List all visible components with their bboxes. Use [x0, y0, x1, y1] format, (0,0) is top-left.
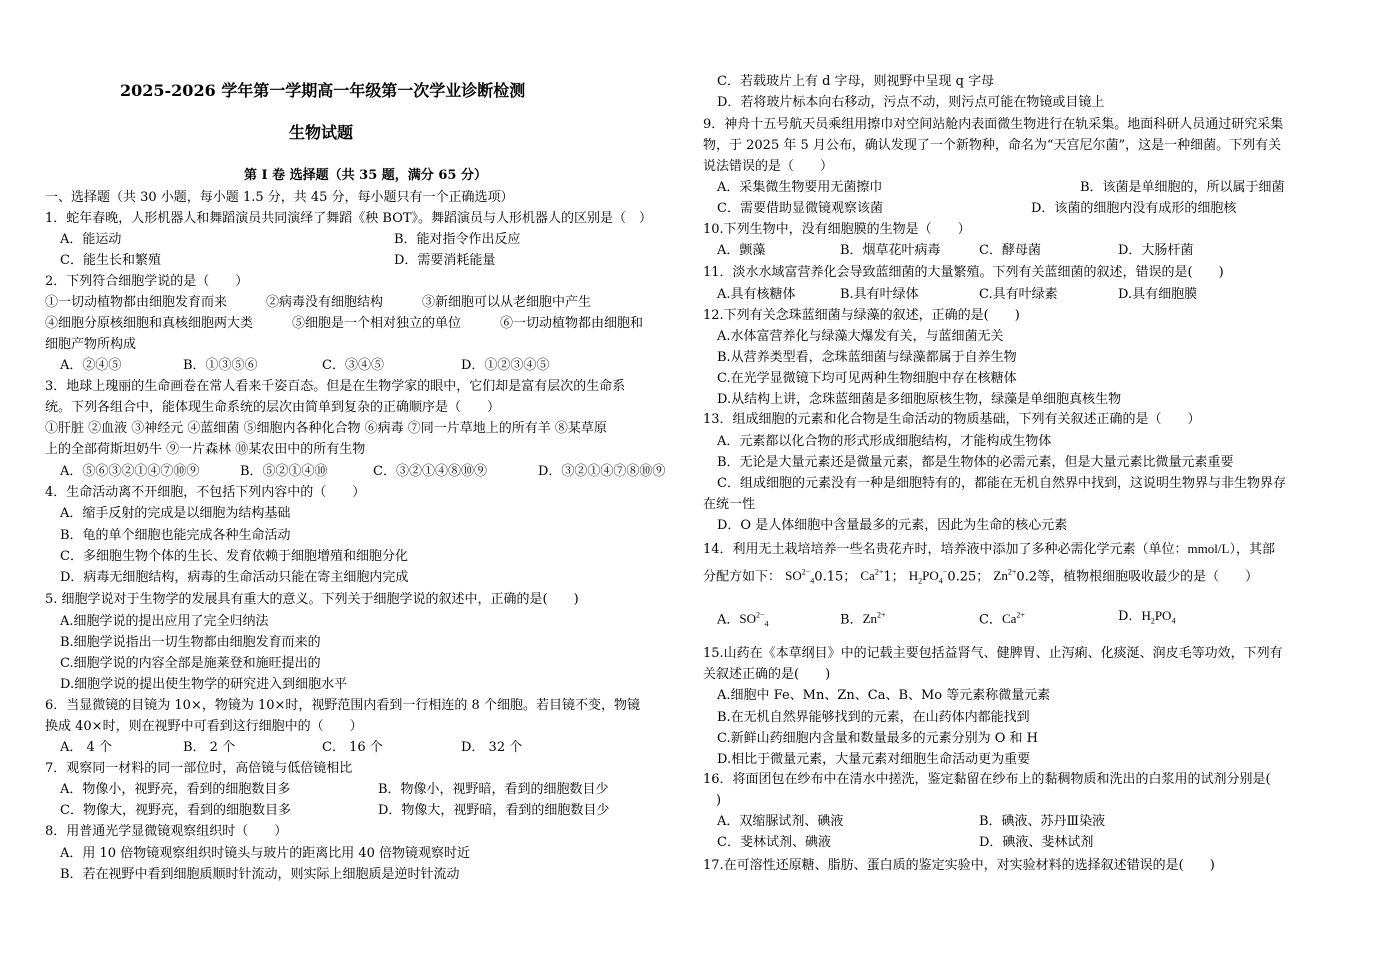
question-13-stem: 13．组成细胞的元素和化合物是生命活动的物质基础，下列有关叙述正确的是（ ）: [703, 412, 1201, 427]
question-9-option-d: D．该菌的细胞内没有成形的细胞核: [1031, 201, 1237, 216]
question-4-stem: 4．生命活动离不开细胞，不包括下列内容中的（ ）: [45, 485, 366, 500]
question-15-stem-2: 关叙述正确的是( ): [703, 667, 831, 682]
question-9-option-a: A．采集微生物要用无菌擦巾: [717, 180, 883, 195]
question-12-stem: 12.下列有关念珠蓝细菌与绿藻的叙述，正确的是( ): [703, 308, 1020, 323]
question-8-option-a: A．用 10 倍物镜观察组织时镜头与玻片的距离比用 40 倍物镜观察时近: [60, 846, 471, 861]
question-9-option-c: C．需要借助显微镜观察该菌: [717, 201, 883, 216]
question-3-line-1: ①肝脏 ②血液 ③神经元 ④蓝细菌 ⑤细胞内各种化合物 ⑥病毒 ⑦同一片草地上的所有羊 ⑧某草原: [45, 421, 607, 436]
question-13-option-b: B．无论是大量元素还是微量元素，都是生物体的必需元素，但是大量元素比微量元素重要: [717, 455, 1234, 470]
question-10-option-a: A．颤藻: [717, 243, 766, 258]
question-1-stem: 1．蛇年春晚，人形机器人和舞蹈演员共同演绎了舞蹈《秧 BOT》。舞蹈演员与人形机器人的区别是（ ）: [45, 211, 653, 226]
question-5-stem: 5. 细胞学说对于生物学的发展具有重大的意义。下列关于细胞学说的叙述中，正确的是( ): [45, 592, 579, 607]
question-4-option-b: B．龟的单个细胞也能完成各种生命活动: [60, 528, 291, 543]
question-13-option-c-2: 在统一性: [703, 497, 756, 512]
question-14-stem-1: 14．利用无土栽培培养一些名贵花卉时，培养液中添加了多种必需化学元素（单位：mmol/L），其部: [703, 541, 1275, 557]
question-7-option-d: D．物像大，视野暗，看到的细胞数目少: [378, 803, 610, 818]
question-2-option-d: D．①②③④⑤: [461, 358, 550, 373]
question-2-stem: 2．下列符合细胞学说的是（ ）: [45, 274, 249, 289]
question-6-option-c: C． 16 个: [322, 740, 383, 755]
question-13-option-a: A．元素都以化合物的形式形成细胞结构，才能构成生物体: [717, 434, 1052, 449]
question-9-stem-1: 9．神舟十五号航天员乘组用擦巾对空间站舱内表面微生物进行在轨采集。地面科研人员通过研究采集: [703, 117, 1284, 132]
question-10-option-c: C．酵母菌: [979, 243, 1041, 258]
question-2-option-b: B．①③⑤⑥: [183, 358, 258, 373]
question-10-option-d: D．大肠杆菌: [1118, 243, 1194, 258]
question-15-option-d: D.相比于微量元素，大量元素对细胞生命活动更为重要: [717, 752, 1031, 767]
question-6-stem-2: 换成 40×时，则在视野中可看到这行细胞中的（ ）: [45, 719, 363, 734]
question-12-option-a: A.水体富营养化与绿藻大爆发有关，与蓝细菌无关: [717, 329, 1004, 344]
question-6-stem-1: 6．当显微镜的目镜为 10×，物镜为 10×时，视野范围内看到一行相连的 8 个细胞。若目镜不变，物镜: [45, 698, 640, 713]
question-5-option-a: A.细胞学说的提出应用了完全归纳法: [60, 614, 269, 629]
question-4-option-d: D．病毒无细胞结构，病毒的生命活动只能在寄主细胞内完成: [60, 570, 409, 585]
question-10-option-b: B．烟草花叶病毒: [840, 243, 941, 258]
question-15-stem-1: 15.山药在《本草纲目》中的记载主要包括益肾气、健脾胃、止泻痢、化痰涎、润皮毛等功效，下列有: [703, 646, 1283, 661]
question-11-option-a: A.具有核糖体: [717, 287, 796, 302]
question-3-option-a: A．⑤⑥③②①④⑦⑩⑨: [60, 464, 200, 479]
question-4-option-a: A．缩手反射的完成是以细胞为结构基础: [60, 506, 291, 521]
question-12-option-b: B.从营养类型看，念珠蓝细菌与绿藻都属于自养生物: [717, 350, 1017, 365]
question-11-option-b: B.具有叶绿体: [840, 287, 919, 302]
question-14-option-b: B．$Zn^{2+}$: [840, 611, 886, 628]
question-4-option-c: C．多细胞生物个体的生长、发育依赖于细胞增殖和细胞分化: [60, 549, 408, 564]
question-14-stem-2: 分配方如下： $SO^{2-}_40.15$； $Ca^{2+}1$； $H_2PO_4^-0.25$； $Zn^{2+}0.2$等，植物根细胞吸收最少的是（ ）: [703, 568, 1259, 586]
question-1-option-c: C．能生长和繁殖: [60, 253, 161, 268]
question-8-option-b: B．若在视野中看到细胞质顺时针流动，则实际上细胞质是逆时针流动: [60, 867, 460, 882]
question-2-option-a: A．②④⑤: [60, 358, 122, 373]
question-11-option-c: C.具有叶绿素: [979, 287, 1058, 302]
question-3-line-2: 上的全部荷斯坦奶牛 ⑨一片森林 ⑩某农田中的所有生物: [45, 442, 366, 457]
question-1-option-d: D．需要消耗能量: [394, 253, 496, 268]
question-1-option-a: A．能运动: [60, 232, 122, 247]
question-2-line-3: 细胞产物所构成: [45, 337, 137, 352]
question-14-option-a: A．$SO^{2-}_4$: [717, 611, 769, 629]
question-3-stem-2: 统。下列各组合中，能体现生命系统的层次由简单到复杂的正确顺序是（ ）: [45, 400, 501, 415]
question-3-option-c: C．③②①④⑧⑩⑨: [373, 464, 487, 479]
question-3-stem-1: 3．地球上瑰丽的生命画卷在常人看来千姿百态。但是在生物学家的眼中，它们却是富有层次的生命系: [45, 379, 626, 394]
question-13-option-c-1: C．组成细胞的元素没有一种是细胞特有的，都能在无机自然界中找到，这说明生物界与非生物界存: [717, 476, 1286, 491]
question-6-option-b: B． 2 个: [183, 740, 236, 755]
question-3-option-d: D．③②①④⑦⑧⑩⑨: [538, 464, 666, 479]
question-12-option-c: C.在光学显微镜下均可见两种生物细胞中存在核糖体: [717, 371, 1017, 386]
question-12-option-d: D.从结构上讲，念珠蓝细菌是多细胞原核生物，绿藻是单细胞真核生物: [717, 392, 1122, 407]
question-14-option-d: D．$H_2PO_4$: [1118, 608, 1176, 626]
question-6-option-a: A． 4 个: [60, 740, 112, 755]
question-16-stem-1: 16．将面团包在纱布中在清水中搓洗，鉴定黏留在纱布上的黏稠物质和洗出的白浆用的试剂分别是(: [703, 772, 1271, 787]
question-3-option-b: B．⑤②①④⑩: [240, 464, 328, 479]
question-13-option-d: D．O 是人体细胞中含量最多的元素，因此为生命的核心元素: [717, 518, 1068, 533]
subject-title: 生物试题: [289, 123, 354, 142]
question-17-stem: 17.在可溶性还原糖、脂肪、蛋白质的鉴定实验中，对实验材料的选择叙述错误的是( ): [703, 858, 1215, 873]
question-5-option-c: C.细胞学说的内容全部是施莱登和施旺提出的: [60, 656, 321, 671]
question-7-option-b: B．物像小，视野暗，看到的细胞数目少: [378, 782, 609, 797]
question-6-option-d: D． 32 个: [461, 740, 523, 755]
question-15-option-a: A.细胞中 Fe、Mn、Zn、Ca、B、Mo 等元素称微量元素: [717, 688, 1051, 703]
section-heading: 第 Ⅰ 卷 选择题（共 35 题，满分 65 分）: [244, 168, 487, 183]
question-9-stem-3: 说法错误的是（ ）: [703, 159, 834, 174]
question-16-option-b: B．碘液、苏丹Ⅲ染液: [979, 814, 1106, 829]
question-15-option-c: C.新鲜山药细胞内含量和数量最多的元素分别为 O 和 H: [717, 731, 1039, 746]
question-7-option-c: C．物像大，视野亮，看到的细胞数目多: [60, 803, 291, 818]
question-10-stem: 10.下列生物中，没有细胞膜的生物是（ ）: [703, 222, 971, 237]
question-16-option-c: C．斐林试剂、碘液: [717, 835, 831, 850]
question-2-line-1: ①一切动植物都由细胞发育而来 ②病毒没有细胞结构 ③新细胞可以从老细胞中产生: [45, 295, 592, 310]
question-15-option-b: B.在无机自然界能够找到的元素，在山药体内都能找到: [717, 710, 1030, 725]
question-8-option-c: C．若载玻片上有 d 字母，则视野中呈现 q 字母: [717, 74, 995, 89]
question-11-option-d: D.具有细胞膜: [1118, 287, 1198, 302]
question-11-stem: 11．淡水水域富营养化会导致蓝细菌的大量繁殖。下列有关蓝细菌的叙述，错误的是( ): [703, 265, 1224, 280]
part-intro: 一、选择题（共 30 小题，每小题 1.5 分，共 45 分，每小题只有一个正确选项）: [45, 190, 514, 205]
question-9-stem-2: 物，于 2025 年 5 月公布，确认发现了一个新物种，命名为“天宫尼尔菌”，这是一种细菌。下列有关: [703, 138, 1282, 153]
question-7-stem: 7．观察同一材料的同一部位时，高倍镜与低倍镜相比: [45, 761, 353, 776]
question-8-option-d: D．若将玻片标本向右移动，污点不动，则污点可能在物镜或目镜上: [717, 95, 1105, 110]
question-8-stem: 8．用普通光学显微镜观察组织时（ ）: [45, 824, 288, 839]
question-7-option-a: A．物像小，视野亮，看到的细胞数目多: [60, 782, 291, 797]
question-1-option-b: B．能对指令作出反应: [394, 232, 521, 247]
question-16-option-d: D．碘液、斐林试剂: [979, 835, 1094, 850]
question-9-option-b: B．该菌是单细胞的，所以属于细菌: [1080, 180, 1285, 195]
question-5-option-d: D.细胞学说的提出使生物学的研究进入到细胞水平: [60, 677, 348, 692]
question-2-option-c: C．③④⑤: [322, 358, 384, 373]
question-16-option-a: A．双缩脲试剂、碘液: [717, 814, 844, 829]
question-14-option-c: C．$Ca^{2+}$: [979, 611, 1025, 628]
exam-title: 2025-2026 学年第一学期高一年级第一次学业诊断检测: [120, 81, 526, 100]
question-2-line-2: ④细胞分原核细胞和真核细胞两大类 ⑤细胞是一个相对独立的单位 ⑥一切动植物都由细胞和: [45, 316, 644, 331]
question-16-stem-2: ): [703, 793, 722, 808]
question-5-option-b: B.细胞学说指出一切生物都由细胞发育而来的: [60, 635, 321, 650]
